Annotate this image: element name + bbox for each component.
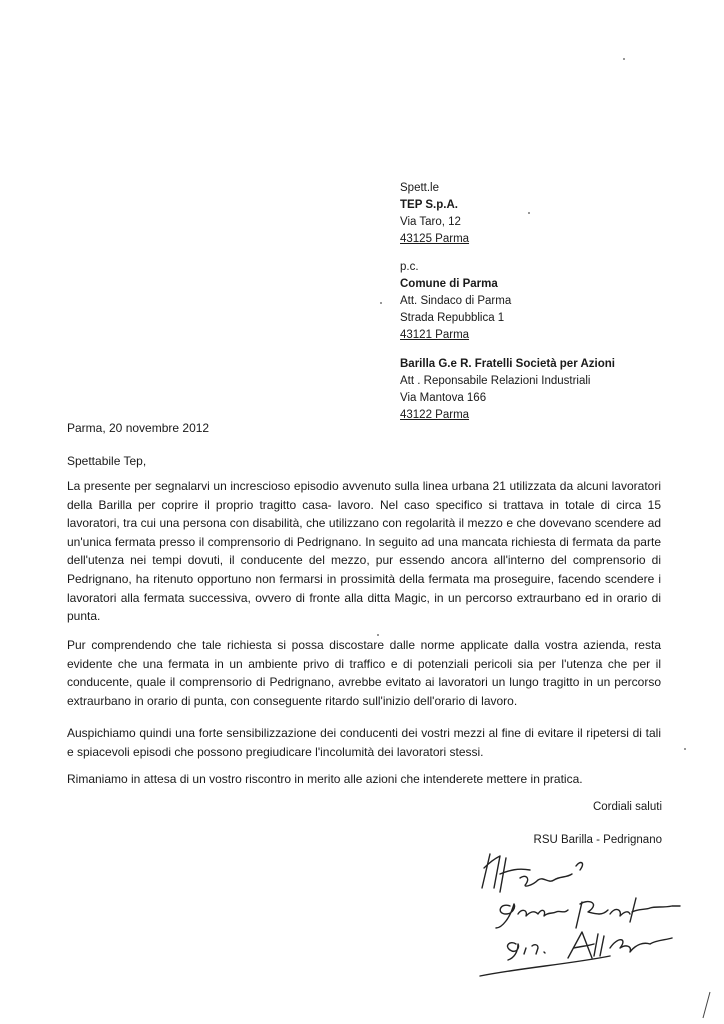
signature-1 <box>482 854 583 892</box>
scan-speck <box>528 212 530 214</box>
scan-speck <box>684 748 686 750</box>
recipient-street: Via Taro, 12 <box>400 216 461 228</box>
body-paragraph-4: Rimaniamo in attesa di un vostro riscontro in merito alle azioni che intenderete mettere in pratica. <box>67 772 583 786</box>
cc-street: Strada Repubblica 1 <box>400 312 505 324</box>
body-paragraph-2: Pur comprendendo che tale richiesta si possa discostare dalle norme applicate dalla vostra azienda, resta evidente che una fermata in un ambiente privo di traffico e di potenziali pericoli sia per l'utenza che per il conducente, quale il comprensorio di Pedrignano, avrebbe evitato ai lavoratori un lungo tragitto in un percorso extraurbano in orario di punta, con conseguente ritardo sull'inizio dell'orario di lavoro. <box>67 638 661 708</box>
letter-date: Parma, 20 novembre 2012 <box>67 421 210 435</box>
scan-edge-mark <box>700 990 712 1020</box>
signature-3 <box>480 932 672 976</box>
cc2-city: 43122 Parma <box>400 409 470 421</box>
handwritten-signatures <box>460 848 690 978</box>
signatory-name: RSU Barilla - Pedrignano <box>533 834 662 846</box>
closing-line: Cordiali saluti <box>592 801 662 813</box>
recipient-salutation: Spett.le <box>400 182 439 194</box>
cc2-entity: Barilla G.e R. Fratelli Società per Azioni <box>400 358 615 370</box>
cc-entity: Comune di Parma <box>400 278 498 290</box>
scan-speck <box>623 58 625 60</box>
signature-2 <box>496 898 680 928</box>
body-paragraph-1: La presente per segnalarvi un increscioso episodio avvenuto sulla linea urbana 21 utilizzata da alcuni lavoratori della Barilla per coprire il proprio tragitto casa- lavoro. Nel caso specifico si trattava in totale di circa 15 lavoratori, tra cui una persona con disabilità, che utilizzano con regolarità il mezzo e che dovevano scendere ad un'unica fermata presso il comprensorio di Pedrignano. In seguito ad una mancata richiesta di fermata da parte dell'utenza nei tempi dovuti, il conducente del mezzo, pur essendo ancora all'interno del comprensorio di Pedrignano, ha ritenuto opportuno non fermarsi in prossimità della fermata ma proseguire, facendo scendere i lavoratori alla fermata successiva, ovvero di fronte alla ditta Magic, in un percorso extraurbano ed in orario di punta. <box>67 479 661 624</box>
scan-speck <box>377 634 379 636</box>
cc-city: 43121 Parma <box>400 329 470 341</box>
cc2-attention: Att . Reponsabile Relazioni Industriali <box>400 375 591 387</box>
cc-address-block <box>400 259 700 344</box>
cc2-street: Via Mantova 166 <box>400 392 487 404</box>
recipient-company: TEP S.p.A. <box>400 199 458 211</box>
scan-speck <box>380 302 382 304</box>
cc-attention: Att. Sindaco di Parma <box>400 295 512 307</box>
body-paragraph-3: Auspichiamo quindi una forte sensibilizzazione dei conducenti dei vostri mezzi al fine di evitare il ripetersi di tali e spiacevoli episodi che possono pregiudicare l'incolumità dei lavoratori stessi. <box>67 726 661 759</box>
cc2-address-block <box>400 356 700 424</box>
letter-greeting: Spettabile Tep, <box>67 454 147 468</box>
recipient-city: 43125 Parma <box>400 233 470 245</box>
cc-label: p.c. <box>400 261 419 273</box>
recipient-address-block <box>400 180 700 248</box>
